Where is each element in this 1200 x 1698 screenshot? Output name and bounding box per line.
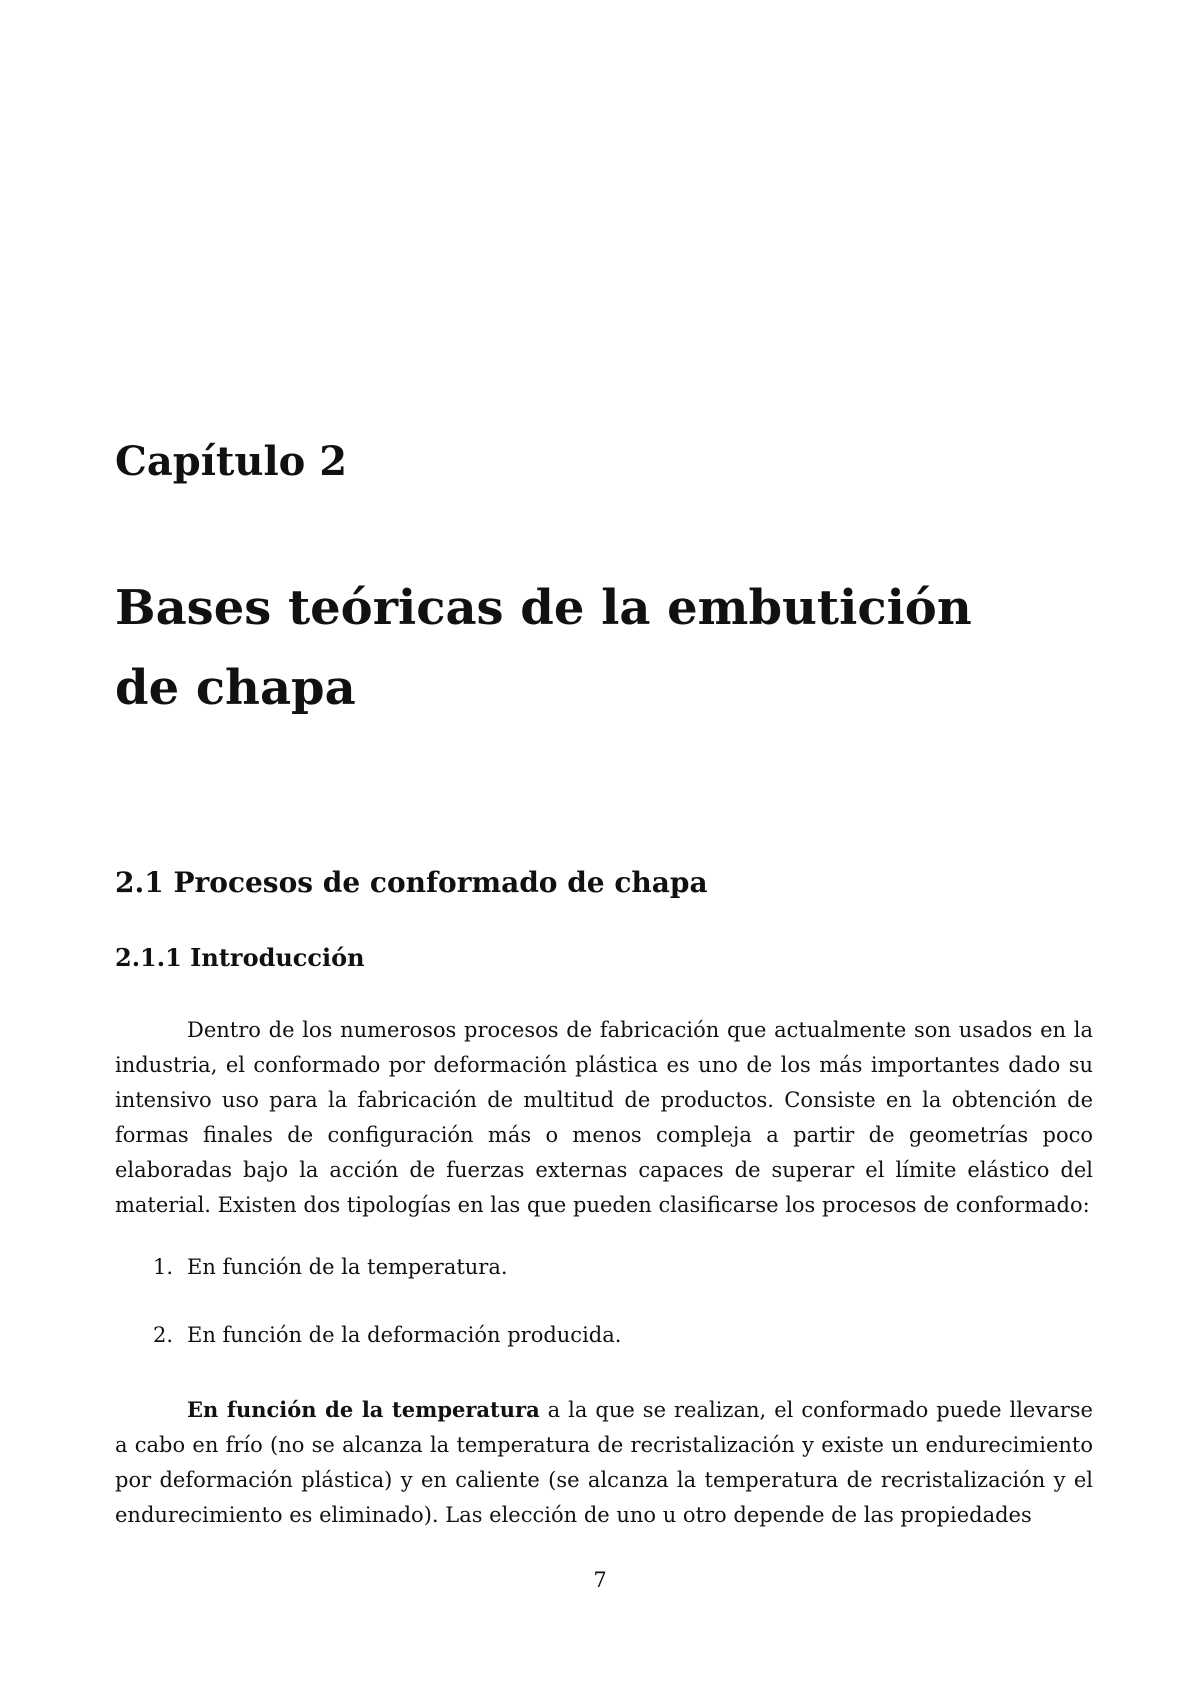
temperature-paragraph [115, 1392, 1093, 1533]
chapter-label: Capítulo 2 [115, 438, 348, 485]
chapter-title: Bases teóricas de la embutición de chapa [115, 580, 972, 716]
temperature-paragraph-text: a la que se realizan, el conformado puede llevarse a cabo en frío (no se alcanza la temperatura de recristalización y existe un endurecimiento por deformación plástica) y en caliente (se alcanza la temperatura de recristalización y el endurecimiento es eliminado). Las elección de uno u otro depende de las propiedades [115, 1398, 1093, 1527]
temperature-term: En función de la temperatura [187, 1397, 540, 1422]
section-title: 2.1 Procesos de conformado de chapa [115, 866, 708, 899]
subsection-title: 2.1.1 Introducción [115, 943, 365, 972]
list-item-number: 1. [152, 1255, 173, 1279]
list-item-text: En función de la temperatura. [187, 1255, 508, 1279]
list-item [115, 1255, 508, 1279]
list-item [115, 1323, 621, 1347]
page-number: 7 [593, 1568, 607, 1592]
intro-paragraph-text: Dentro de los numerosos procesos de fabricación que actualmente son usados en la industria, el conformado por deformación plástica es uno de los más importantes dado su intensivo uso para la fabricación de multitud de productos. Consiste en la obtención de formas finales de configuración más o menos compleja a partir de geometrías poco elaboradas bajo la acción de fuerzas externas capaces de superar el límite elástico del material. Existen dos tipologías en las que pueden clasificarse los procesos de conformado: [115, 1018, 1093, 1217]
list-item-text: En función de la deformación producida. [187, 1323, 622, 1347]
list-item-number: 2. [152, 1323, 173, 1347]
intro-paragraph [115, 1013, 1093, 1223]
